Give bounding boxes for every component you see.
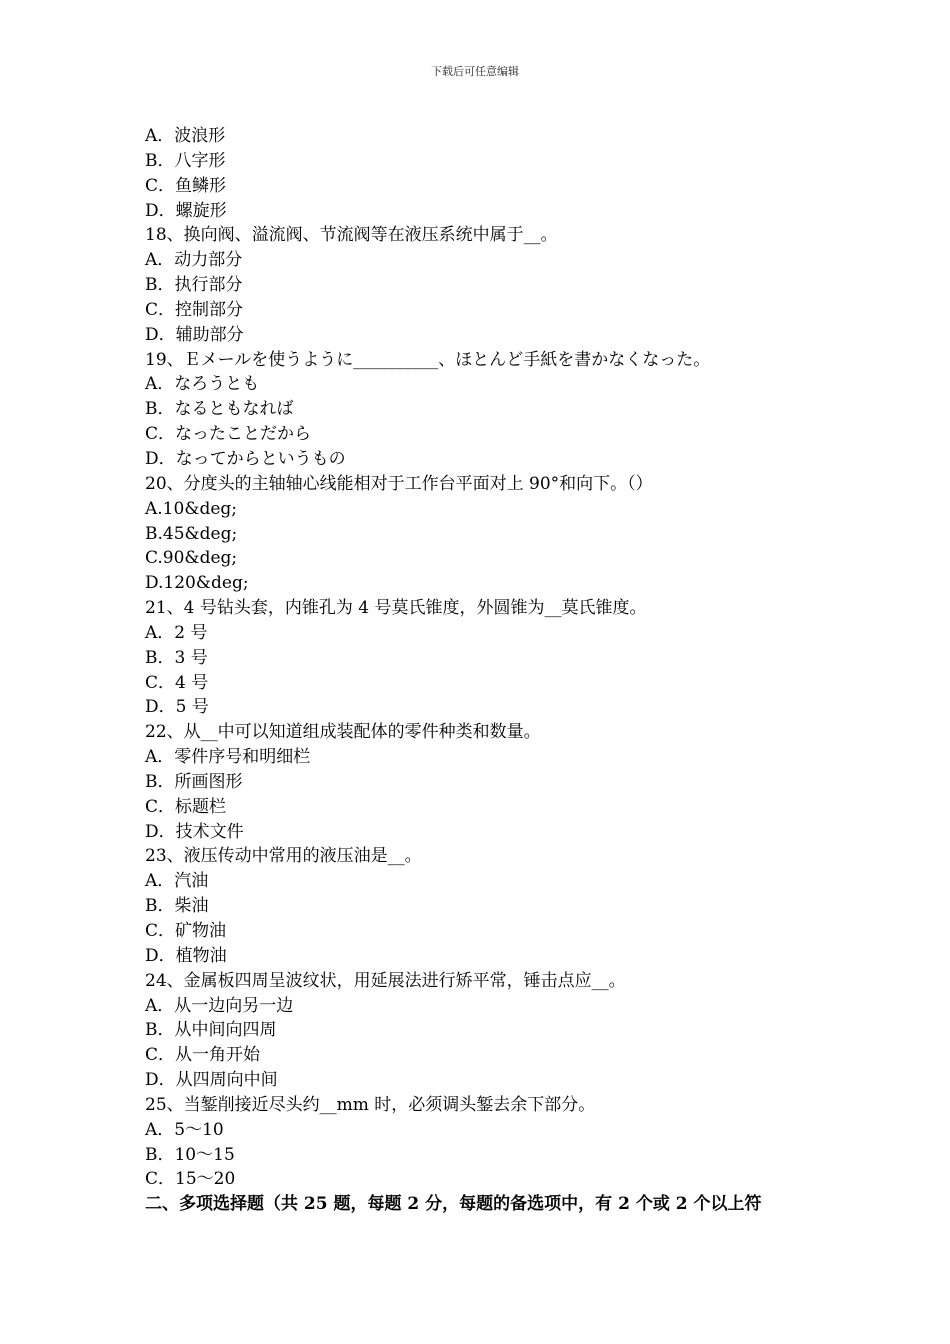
question-18: 18、换向阀、溢流阀、节流阀等在液压系统中属于__。 [145, 225, 558, 246]
question-19: 19、Ｅメールを使うように__________、ほとんど手紙を書かなくなった。 [145, 349, 711, 370]
option-line: D．螺旋形 [145, 200, 227, 221]
option-line: C．矿物油 [145, 921, 227, 941]
option-line: B．10～15 [145, 1144, 235, 1165]
option-line: A．汽油 [145, 871, 209, 892]
option-line: C．4 号 [145, 672, 209, 693]
option-line: C．标题栏 [145, 796, 227, 817]
option-line: D．技术文件 [145, 821, 244, 842]
option-line: D．辅助部分 [145, 324, 244, 345]
option-line: A．从一边向另一边 [145, 995, 294, 1016]
question-24: 24、金属板四周呈波纹状，用延展法进行矫平常，锤击点应__。 [145, 970, 626, 991]
question-25: 25、当錾削接近尽头约__mm 时，必须调头錾去余下部分。 [145, 1094, 596, 1115]
option-line: A．动力部分 [145, 250, 243, 271]
option-line: D．从四周向中间 [145, 1070, 278, 1091]
option-line: C．鱼鳞形 [145, 175, 227, 196]
option-line: C．なったことだから [145, 424, 312, 445]
question-21: 21、4 号钻头套，内锥孔为 4 号莫氏锥度，外圆锥为__莫氏锥度。 [145, 598, 647, 619]
option-line: A．なろうとも [145, 374, 260, 395]
question-23: 23、液压传动中常用的液压油是__。 [145, 846, 422, 867]
option-line: C．15～20 [145, 1169, 236, 1190]
option-line: C.90&deg; [145, 548, 238, 569]
option-line: A．2 号 [145, 622, 208, 643]
option-line: C．控制部分 [145, 299, 244, 320]
option-line: B．所画图形 [145, 771, 243, 792]
page-header: 下载后可任意编辑 [431, 65, 519, 78]
option-line: D.120&deg; [145, 573, 249, 594]
section-heading: 二、多项选择题（共 25 题，每题 2 分，每题的备选项中，有 2 个或 2 个以上符 [145, 1194, 762, 1215]
option-line: B．八字形 [145, 150, 226, 171]
option-line: D．植物油 [145, 945, 227, 966]
option-line: B.45&deg; [145, 523, 238, 544]
option-line: A．波浪形 [145, 126, 226, 146]
option-line: D．なってからというもの [145, 448, 346, 469]
option-line: B．执行部分 [145, 275, 243, 296]
question-22: 22、从__中可以知道组成装配体的零件种类和数量。 [145, 722, 541, 743]
option-line: B．3 号 [145, 647, 208, 668]
option-line: A.10&deg; [145, 498, 237, 519]
option-line: A．零件序号和明细栏 [145, 747, 311, 768]
document-body [145, 124, 825, 1217]
option-line: A．5～10 [145, 1119, 224, 1140]
option-line: C．从一角开始 [145, 1045, 261, 1066]
question-20: 20、分度头的主轴轴心线能相对于工作台平面对上 90°和向下。（） [145, 473, 653, 494]
option-line: D．5 号 [145, 697, 209, 718]
option-line: B．从中间向四周 [145, 1020, 277, 1041]
option-line: B．柴油 [145, 896, 209, 917]
option-line: B．なるともなれば [145, 399, 294, 420]
